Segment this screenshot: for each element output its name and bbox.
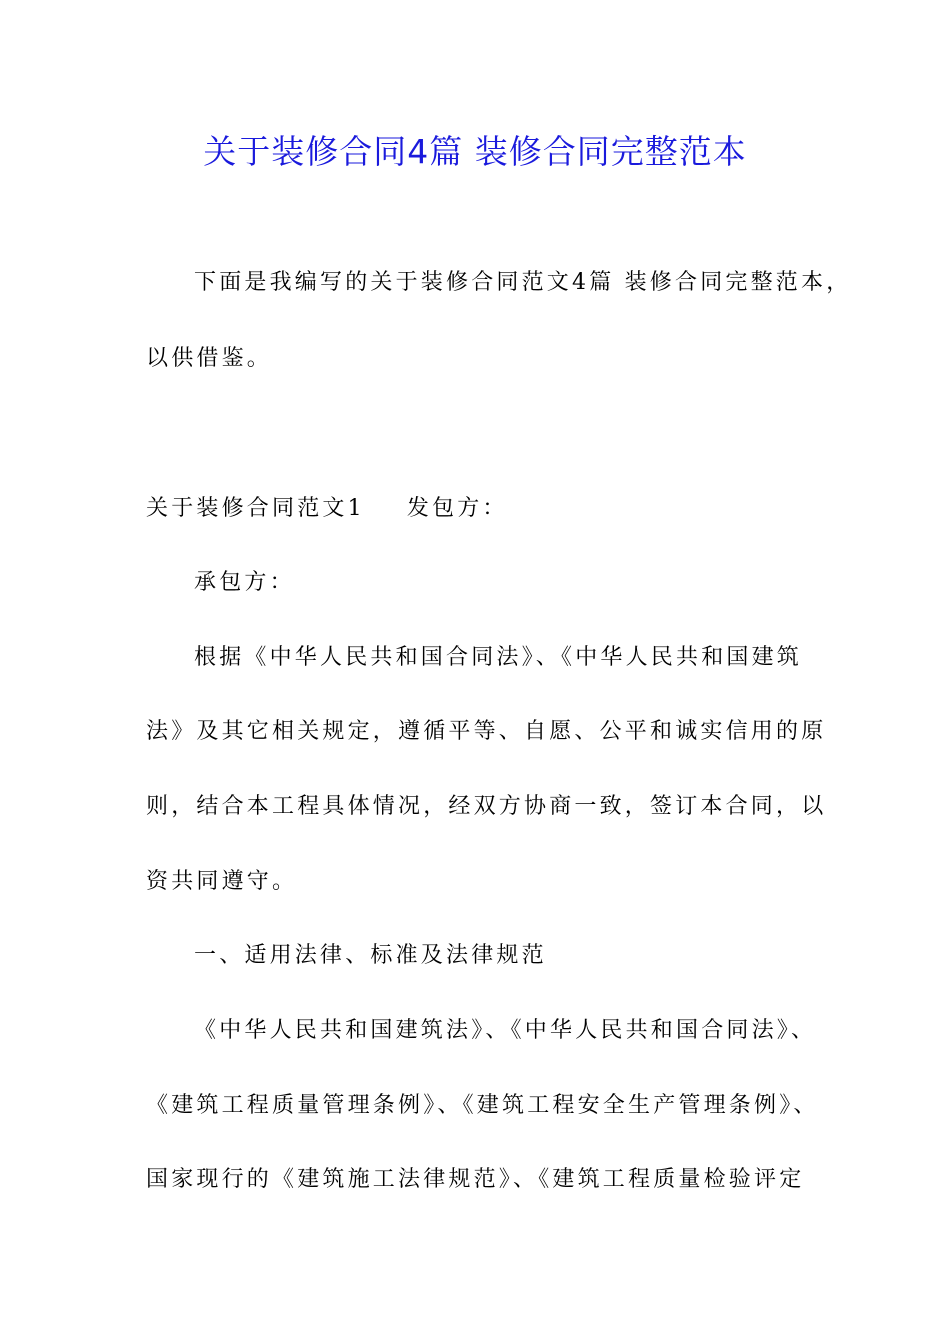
party-a-label: 发包方： xyxy=(406,496,508,521)
party-b-label: 承包方： xyxy=(194,570,295,595)
paragraph-1-line-4: 资共同遵守。 xyxy=(146,869,298,894)
document-title: 关于装修合同4篇 装修合同完整范本 xyxy=(203,132,747,171)
intro-line-2: 以供借鉴。 xyxy=(146,346,273,371)
clause-1-line-3: 国家现行的《建筑施工法律规范》、《建筑工程质量检验评定 xyxy=(146,1167,805,1192)
paragraph-1-line-1: 根据《中华人民共和国合同法》、《中华人民共和国建筑 xyxy=(194,645,803,670)
clause-1-heading: 一、适用法律、标准及法律规范 xyxy=(194,943,547,968)
intro-line-1: 下面是我编写的关于装修合同范文4篇 装修合同完整范本， xyxy=(194,270,852,295)
paragraph-1-line-2: 法》及其它相关规定，遵循平等、自愿、公平和诚实信用的原 xyxy=(146,719,827,744)
paragraph-1-line-3: 则，结合本工程具体情况，经双方协商一致，签订本合同，以 xyxy=(146,794,827,819)
clause-1-line-2: 《建筑工程质量管理条例》、《建筑工程安全生产管理条例》、 xyxy=(146,1093,819,1118)
clause-1-line-1: 《中华人民共和国建筑法》、《中华人民共和国合同法》、 xyxy=(194,1018,817,1043)
section-heading-line xyxy=(146,492,816,526)
section-heading: 关于装修合同范文1 xyxy=(146,496,365,521)
